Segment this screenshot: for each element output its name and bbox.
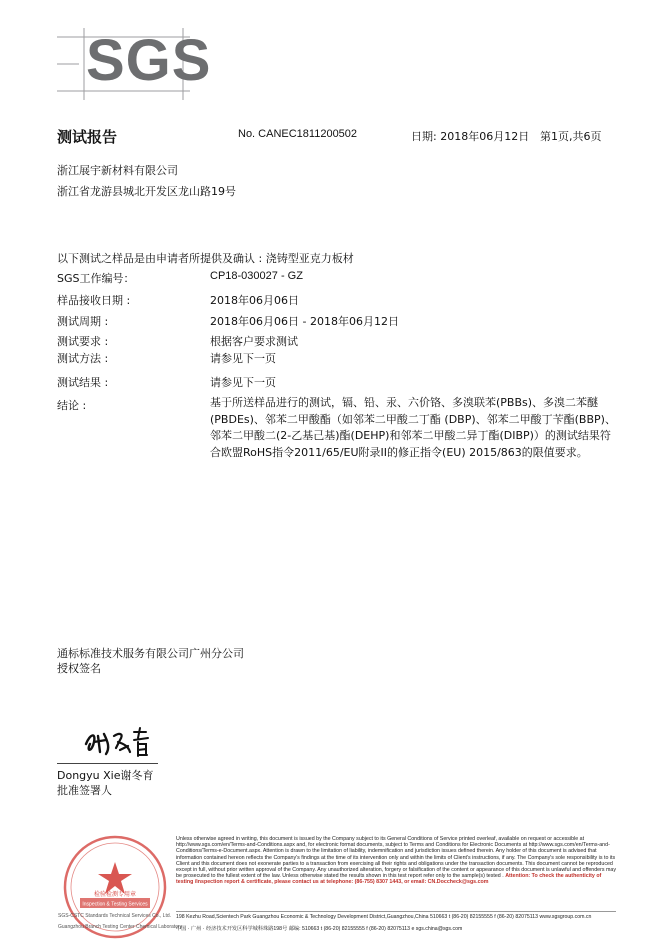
test-request-value: 根据客户要求测试 xyxy=(210,335,298,348)
report-number: No. CANEC1811200502 xyxy=(238,128,358,140)
test-method-label: 测试方法 : xyxy=(57,352,109,365)
signature-line xyxy=(57,763,158,764)
signing-company: 通标标准技术服务有限公司广州分公司 xyxy=(57,647,244,660)
receive-date-label: 样品接收日期 : xyxy=(57,294,131,307)
footer-address-cn: 中国 · 广州 · 经济技术开发区科学城科珠路198号 邮编: 510663 t (86-20) 82155555 f (86-20) 82075113 e sgs.china@sgs.com xyxy=(176,926,463,932)
sgs-logo-text: SGS xyxy=(86,28,212,93)
client-name: 浙江展宇新材料有限公司 xyxy=(57,164,178,177)
test-result-value: 请参见下一页 xyxy=(210,376,276,389)
footer-terms xyxy=(176,836,616,886)
seal-caption-2: Guangzhou Branch Testing Center Chemical Laboratory xyxy=(58,924,183,930)
report-title: 测试报告 xyxy=(57,128,118,146)
test-result-label: 测试结果 : xyxy=(57,376,109,389)
seal-inner-en: Inspection & Testing Services xyxy=(82,901,148,908)
test-method-value: 请参见下一页 xyxy=(210,352,276,365)
footer-address-en: 198 Kezhu Road,Scientech Park Guangzhou Economic & Technology Development District,Guangzhou,China 510663 t (86-20) 82155555 f (86-20) 82075113 www.sgsgroup.com.cn xyxy=(176,914,592,920)
receive-date-value: 2018年06月06日 xyxy=(210,294,299,307)
approver-label: 批准签署人 xyxy=(57,784,112,797)
seal-inner-cn: 检验检测专用章 xyxy=(93,891,137,898)
test-period-value: 2018年06月06日 - 2018年06月12日 xyxy=(210,315,399,328)
attention-text: Attention: To check the authenticity of testing /inspection report & certificate, please contact us at telephone: (86-755) 8307 1443, or email: CN.Doccheck@sgs.com xyxy=(176,873,602,886)
conclusion-text: 基于所送样品进行的测试，镉、铅、汞、六价铬、多溴联苯(PBBs)、多溴二苯醚(PBDEs)、邻苯二甲酸酯（如邻苯二甲酸二丁酯 (DBP)、邻苯二甲酸丁苄酯(BBP)、邻苯二甲酸二(2-乙基己基)酯(DEHP)和邻苯二甲酸二异丁酯(DIBP)）的测试结果符合欧盟RoHS指令2011/65/EU附录II的修正指令(EU) 2015/863的限值要求。 xyxy=(210,396,616,459)
page-indicator: 第1页,共6页 xyxy=(540,130,602,143)
conclusion-label: 结论 : xyxy=(57,399,87,412)
sample-statement: 以下测试之样品是由申请者所提供及确认 : 浇铸型亚克力板材 xyxy=(57,252,354,265)
footer-divider xyxy=(176,911,616,912)
report-date: 日期: 2018年06月12日 xyxy=(411,130,530,143)
test-request-label: 测试要求 : xyxy=(57,335,109,348)
job-number-value: CP18-030027 - GZ xyxy=(210,270,303,282)
job-number-label: SGS工作编号： xyxy=(57,272,135,285)
terms-text: Unless otherwise agreed in writing, this document is issued by the Company subject to its General Conditions of Service printed overleaf, available on request or accessible at http://www.sgs.com/en/Terms-and-Conditions.aspx and, for electronic format documents, subject to Terms and Conditions for Electronic Documents at http://www.sgs.com/en/Terms-and-Conditions/Terms-e-Document.aspx. Attention is drawn to the limitation of liability, indemnification and jurisdiction issues defined therein. Any holder of this document is advised that information contained hereon reflects the Company's findings at the time of its intervention only and within the limits of Client's instructions, if any. The Company's sole responsibility is to its Client and this document does not exonerate parties to a transaction from exercising all their rights and obligations under the transaction documents. This document cannot be reproduced except in full, without prior written approval of the Company. Any unauthorized alteration, forgery or falsification of the content or appearance of this document is unlawful and offenders may be prosecuted to the fullest extent of the law. Unless otherwise stated the results shown in this test report refer only to the sample(s) tested . xyxy=(176,836,616,880)
seal-caption-1: SGS-CSTC Standards Technical Services Co., Ltd. xyxy=(58,913,172,919)
authorized-signature-label: 授权签名 xyxy=(57,662,101,675)
handwritten-signature xyxy=(80,722,160,762)
test-period-label: 测试周期 : xyxy=(57,315,109,328)
client-address: 浙江省龙游县城北开发区龙山路19号 xyxy=(57,185,236,198)
signer-name: Dongyu Xie谢冬育 xyxy=(57,769,154,782)
